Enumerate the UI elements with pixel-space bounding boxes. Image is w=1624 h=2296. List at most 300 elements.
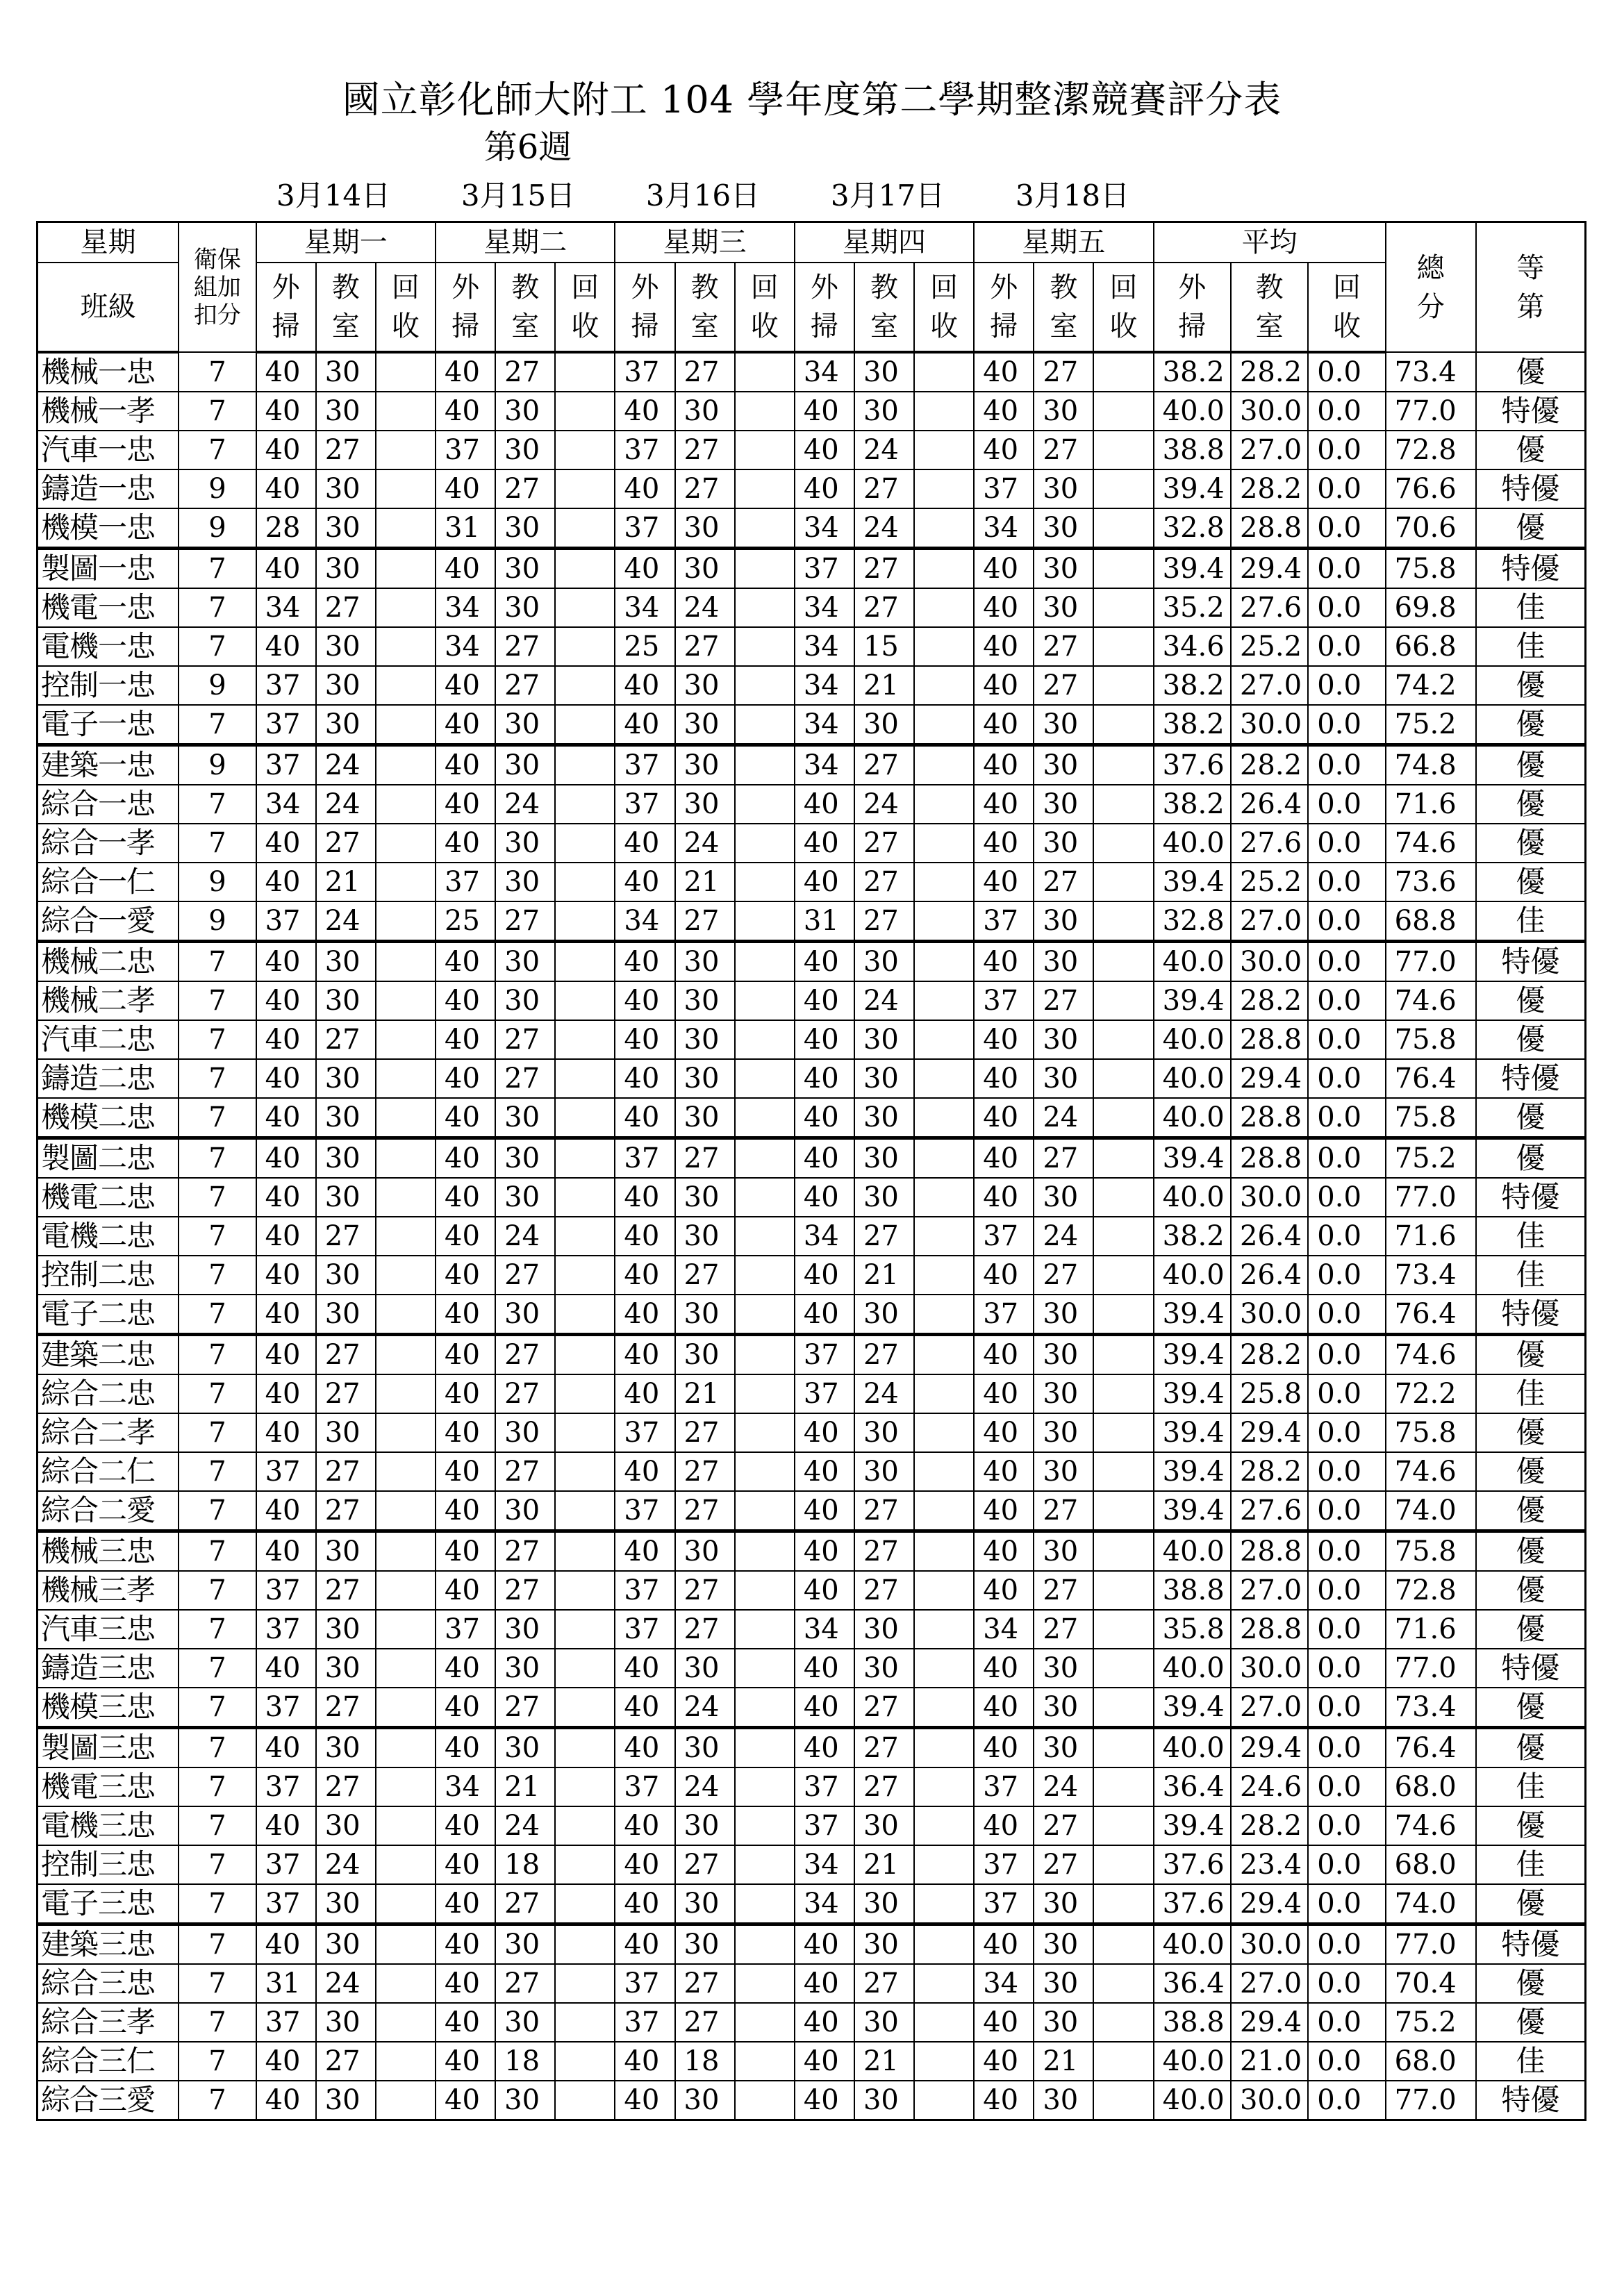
avg-classroom: 23.4 xyxy=(1231,1845,1308,1884)
recycle-score xyxy=(555,1374,615,1413)
avg-recycle: 0.0 xyxy=(1308,1452,1385,1491)
outdoor-score: 40 xyxy=(436,1413,495,1452)
outdoor-score: 37 xyxy=(256,1845,316,1884)
outdoor-score: 40 xyxy=(436,1728,495,1768)
avg-recycle: 0.0 xyxy=(1308,1413,1385,1452)
recycle-score xyxy=(914,981,974,1020)
outdoor-score: 40 xyxy=(436,2003,495,2042)
outdoor-score: 40 xyxy=(795,1452,854,1491)
table-row xyxy=(38,1452,1586,1491)
recycle-score xyxy=(914,1178,974,1217)
grade: 優 xyxy=(1476,1688,1586,1728)
outdoor-score: 40 xyxy=(974,1491,1034,1531)
avg-classroom: 26.4 xyxy=(1231,1256,1308,1295)
deduct-score: 7 xyxy=(179,1688,256,1728)
outdoor-score: 40 xyxy=(795,1531,854,1572)
header-text: 分 xyxy=(1416,290,1445,323)
classroom-score: 27 xyxy=(675,1138,735,1179)
classroom-score: 27 xyxy=(675,352,735,392)
recycle-score xyxy=(735,1138,795,1179)
table-row xyxy=(38,1845,1586,1884)
grade: 佳 xyxy=(1476,901,1586,942)
outdoor-score: 40 xyxy=(615,863,674,901)
grade: 特優 xyxy=(1476,1059,1586,1098)
recycle-score xyxy=(735,863,795,901)
recycle-score xyxy=(735,1256,795,1295)
recycle-score xyxy=(1093,1098,1153,1138)
outdoor-score: 34 xyxy=(974,1964,1034,2003)
total-score: 66.8 xyxy=(1386,627,1476,666)
deduct-score: 7 xyxy=(179,981,256,1020)
outdoor-score: 40 xyxy=(615,469,674,508)
classroom-score: 27 xyxy=(316,824,376,863)
recycle-score xyxy=(1093,1924,1153,1965)
outdoor-score: 37 xyxy=(615,1138,674,1179)
recycle-score xyxy=(1093,1295,1153,1335)
outdoor-score: 40 xyxy=(436,1845,495,1884)
classroom-score: 27 xyxy=(1034,431,1093,469)
header-text: 第 xyxy=(1516,290,1545,323)
classroom-score: 27 xyxy=(1034,666,1093,705)
deduct-header xyxy=(179,222,256,353)
recycle-score xyxy=(1093,942,1153,982)
outdoor-score: 40 xyxy=(615,1256,674,1295)
recycle-score xyxy=(376,1138,436,1179)
classroom-score: 27 xyxy=(316,1217,376,1256)
classroom-score: 30 xyxy=(495,1491,555,1531)
total-score: 68.0 xyxy=(1386,2042,1476,2081)
outdoor-score: 40 xyxy=(256,1649,316,1688)
avg-outdoor: 40.0 xyxy=(1154,824,1231,863)
classroom-header xyxy=(854,263,914,352)
avg-recycle: 0.0 xyxy=(1308,627,1385,666)
classroom-score: 30 xyxy=(1034,2081,1093,2120)
classroom-score: 30 xyxy=(675,1020,735,1059)
deduct-score: 7 xyxy=(179,1649,256,1688)
grade-header xyxy=(1476,222,1586,353)
outdoor-score: 40 xyxy=(795,1728,854,1768)
header-text: 教 xyxy=(1050,272,1078,303)
table-row xyxy=(38,981,1586,1020)
classroom-score: 30 xyxy=(316,942,376,982)
recycle-score xyxy=(735,1335,795,1375)
classroom-score: 27 xyxy=(316,588,376,627)
deduct-score: 7 xyxy=(179,1806,256,1845)
classroom-score: 30 xyxy=(495,549,555,589)
table-row xyxy=(38,1531,1586,1572)
classroom-score: 30 xyxy=(1034,824,1093,863)
table-row xyxy=(38,863,1586,901)
classroom-score: 30 xyxy=(316,1806,376,1845)
outdoor-score: 40 xyxy=(974,1924,1034,1965)
recycle-score xyxy=(914,1610,974,1649)
header-text: 收 xyxy=(750,310,779,342)
outdoor-score: 40 xyxy=(974,863,1034,901)
avg-classroom: 25.8 xyxy=(1231,1374,1308,1413)
avg-outdoor: 39.4 xyxy=(1154,863,1231,901)
outdoor-score: 40 xyxy=(974,1452,1034,1491)
recycle-score xyxy=(1093,1964,1153,2003)
recycle-score xyxy=(1093,1138,1153,1179)
classroom-score: 30 xyxy=(854,1924,914,1965)
outdoor-score: 40 xyxy=(615,824,674,863)
classroom-score: 30 xyxy=(854,352,914,392)
recycle-score xyxy=(376,705,436,745)
recycle-score xyxy=(914,1020,974,1059)
classroom-score: 30 xyxy=(854,1059,914,1098)
outdoor-score: 40 xyxy=(974,1688,1034,1728)
outdoor-score: 40 xyxy=(974,1098,1034,1138)
class-name: 機電二忠 xyxy=(38,1178,179,1217)
recycle-score xyxy=(376,549,436,589)
total-score: 71.6 xyxy=(1386,785,1476,824)
avg-outdoor: 38.8 xyxy=(1154,2003,1231,2042)
class-name: 控制三忠 xyxy=(38,1845,179,1884)
total-score: 69.8 xyxy=(1386,588,1476,627)
table-row xyxy=(38,352,1586,392)
outdoor-score: 40 xyxy=(615,2081,674,2120)
classroom-score: 30 xyxy=(675,666,735,705)
avg-recycle: 0.0 xyxy=(1308,824,1385,863)
outdoor-score: 40 xyxy=(436,469,495,508)
recycle-score xyxy=(555,1531,615,1572)
classroom-score: 30 xyxy=(316,1924,376,1965)
recycle-score xyxy=(735,1020,795,1059)
total-score: 68.0 xyxy=(1386,1767,1476,1806)
deduct-score: 7 xyxy=(179,1374,256,1413)
recycle-score xyxy=(555,1806,615,1845)
outdoor-score: 40 xyxy=(615,1452,674,1491)
day-header: 星期二 xyxy=(436,222,615,263)
classroom-score: 30 xyxy=(495,824,555,863)
avg-classroom: 27.6 xyxy=(1231,588,1308,627)
avg-outdoor: 40.0 xyxy=(1154,1059,1231,1098)
total-score: 75.8 xyxy=(1386,1098,1476,1138)
outdoor-score: 40 xyxy=(974,785,1034,824)
classroom-score: 30 xyxy=(675,745,735,785)
recycle-score xyxy=(914,901,974,942)
avg-recycle: 0.0 xyxy=(1308,1531,1385,1572)
outdoor-score: 40 xyxy=(795,1020,854,1059)
classroom-score: 24 xyxy=(316,745,376,785)
day-header: 星期五 xyxy=(974,222,1153,263)
grade: 優 xyxy=(1476,824,1586,863)
table-header xyxy=(38,222,1586,353)
grade: 優 xyxy=(1476,1964,1586,2003)
recycle-score xyxy=(555,588,615,627)
avg-recycle: 0.0 xyxy=(1308,2042,1385,2081)
outdoor-score: 40 xyxy=(436,549,495,589)
recycle-score xyxy=(555,1059,615,1098)
outdoor-score: 40 xyxy=(436,1178,495,1217)
avg-recycle: 0.0 xyxy=(1308,588,1385,627)
recycle-score xyxy=(376,431,436,469)
outdoor-score: 40 xyxy=(436,1295,495,1335)
deduct-score: 7 xyxy=(179,1610,256,1649)
classroom-score: 30 xyxy=(1034,1531,1093,1572)
outdoor-score: 40 xyxy=(436,1138,495,1179)
total-score: 72.2 xyxy=(1386,1374,1476,1413)
class-name: 控制二忠 xyxy=(38,1256,179,1295)
outdoor-score: 40 xyxy=(795,1413,854,1452)
class-name: 綜合二愛 xyxy=(38,1491,179,1531)
classroom-score: 24 xyxy=(495,1806,555,1845)
total-score: 75.8 xyxy=(1386,1020,1476,1059)
recycle-score xyxy=(376,392,436,431)
avg-outdoor: 38.2 xyxy=(1154,1217,1231,1256)
class-name: 機模二忠 xyxy=(38,1098,179,1138)
header-text: 教 xyxy=(870,272,898,303)
recycle-score xyxy=(735,1806,795,1845)
classroom-score: 24 xyxy=(316,785,376,824)
recycle-score xyxy=(914,2042,974,2081)
deduct-score: 7 xyxy=(179,1098,256,1138)
class-name: 電機一忠 xyxy=(38,627,179,666)
outdoor-score: 40 xyxy=(795,1924,854,1965)
outdoor-score: 40 xyxy=(256,431,316,469)
recycle-score xyxy=(555,2081,615,2120)
grade: 優 xyxy=(1476,1610,1586,1649)
outdoor-score: 40 xyxy=(256,1138,316,1179)
outdoor-score: 40 xyxy=(795,981,854,1020)
avg-classroom: 28.2 xyxy=(1231,469,1308,508)
recycle-score xyxy=(1093,1767,1153,1806)
classroom-score: 30 xyxy=(1034,1295,1093,1335)
recycle-score xyxy=(914,942,974,982)
outdoor-score: 34 xyxy=(795,705,854,745)
classroom-score: 30 xyxy=(316,666,376,705)
grade: 特優 xyxy=(1476,1295,1586,1335)
outdoor-score: 40 xyxy=(615,1728,674,1768)
total-header xyxy=(1386,222,1476,353)
classroom-score: 21 xyxy=(675,1374,735,1413)
outdoor-score: 40 xyxy=(256,1531,316,1572)
deduct-score: 9 xyxy=(179,469,256,508)
deduct-score: 7 xyxy=(179,1571,256,1610)
outdoor-score: 37 xyxy=(256,1688,316,1728)
outdoor-score: 40 xyxy=(974,1649,1034,1688)
recycle-header xyxy=(1093,263,1153,352)
classroom-score: 30 xyxy=(854,1649,914,1688)
outdoor-score: 40 xyxy=(974,2042,1034,2081)
avg-classroom: 28.8 xyxy=(1231,1138,1308,1179)
grade: 佳 xyxy=(1476,2042,1586,2081)
avg-outdoor: 40.0 xyxy=(1154,392,1231,431)
recycle-score xyxy=(914,1217,974,1256)
table-row xyxy=(38,392,1586,431)
outdoor-score: 40 xyxy=(256,1217,316,1256)
total-score: 77.0 xyxy=(1386,1649,1476,1688)
recycle-score xyxy=(376,1924,436,1965)
outdoor-score: 40 xyxy=(256,2081,316,2120)
avg-classroom: 27.0 xyxy=(1231,1964,1308,2003)
outdoor-score: 37 xyxy=(615,508,674,549)
recycle-score xyxy=(1093,901,1153,942)
avg-recycle: 0.0 xyxy=(1308,1374,1385,1413)
recycle-score xyxy=(1093,1491,1153,1531)
avg-outdoor: 39.4 xyxy=(1154,1374,1231,1413)
classroom-score: 30 xyxy=(1034,1374,1093,1413)
header-text: 室 xyxy=(331,310,360,342)
class-name: 建築一忠 xyxy=(38,745,179,785)
classroom-score: 27 xyxy=(495,901,555,942)
avg-recycle: 0.0 xyxy=(1308,352,1385,392)
outdoor-score: 40 xyxy=(436,1491,495,1531)
recycle-score xyxy=(735,1295,795,1335)
avg-outdoor: 39.4 xyxy=(1154,1452,1231,1491)
recycle-score xyxy=(914,705,974,745)
classroom-score: 27 xyxy=(495,1374,555,1413)
avg-recycle: 0.0 xyxy=(1308,1688,1385,1728)
recycle-score xyxy=(555,1452,615,1491)
grade: 特優 xyxy=(1476,942,1586,982)
avg-classroom: 27.6 xyxy=(1231,1491,1308,1531)
avg-classroom: 30.0 xyxy=(1231,942,1308,982)
header-text: 回 xyxy=(391,272,420,303)
avg-recycle: 0.0 xyxy=(1308,1610,1385,1649)
grade: 優 xyxy=(1476,508,1586,549)
classroom-score: 30 xyxy=(316,549,376,589)
total-score: 77.0 xyxy=(1386,1924,1476,1965)
classroom-score: 24 xyxy=(854,508,914,549)
class-name: 機電三忠 xyxy=(38,1767,179,1806)
avg-recycle: 0.0 xyxy=(1308,1649,1385,1688)
outdoor-score: 37 xyxy=(795,549,854,589)
classroom-score: 27 xyxy=(316,1020,376,1059)
classroom-score: 27 xyxy=(495,1884,555,1924)
grade: 佳 xyxy=(1476,1256,1586,1295)
avg-classroom: 28.8 xyxy=(1231,1020,1308,1059)
classroom-score: 27 xyxy=(675,469,735,508)
total-score: 68.8 xyxy=(1386,901,1476,942)
recycle-score xyxy=(1093,2003,1153,2042)
classroom-score: 27 xyxy=(316,1571,376,1610)
deduct-score: 7 xyxy=(179,1295,256,1335)
outdoor-score: 40 xyxy=(436,392,495,431)
recycle-score xyxy=(914,785,974,824)
outdoor-score: 40 xyxy=(615,1020,674,1059)
avg-classroom: 28.8 xyxy=(1231,508,1308,549)
classroom-score: 30 xyxy=(1034,1020,1093,1059)
total-score: 77.0 xyxy=(1386,1178,1476,1217)
table-row xyxy=(38,508,1586,549)
score-table xyxy=(36,221,1586,2121)
avg-recycle: 0.0 xyxy=(1308,2003,1385,2042)
recycle-score xyxy=(555,1217,615,1256)
recycle-score xyxy=(1093,588,1153,627)
document-title: 國立彰化師大附工 104 學年度第二學期整潔競賽評分表 xyxy=(342,78,1282,122)
recycle-score xyxy=(735,785,795,824)
classroom-score: 30 xyxy=(316,508,376,549)
outdoor-score: 37 xyxy=(436,431,495,469)
outdoor-score: 37 xyxy=(256,1452,316,1491)
outdoor-score: 40 xyxy=(795,2003,854,2042)
outdoor-score: 40 xyxy=(256,824,316,863)
outdoor-score: 40 xyxy=(795,1295,854,1335)
recycle-score xyxy=(735,981,795,1020)
avg-classroom: 27.6 xyxy=(1231,824,1308,863)
outdoor-score: 25 xyxy=(436,901,495,942)
recycle-score xyxy=(376,745,436,785)
classroom-score: 30 xyxy=(1034,392,1093,431)
recycle-score xyxy=(1093,824,1153,863)
recycle-score xyxy=(735,1767,795,1806)
classroom-score: 27 xyxy=(1034,1491,1093,1531)
outdoor-score: 37 xyxy=(256,901,316,942)
outdoor-score: 37 xyxy=(974,1295,1034,1335)
recycle-score xyxy=(735,549,795,589)
table-row xyxy=(38,1924,1586,1965)
classroom-score: 30 xyxy=(1034,1413,1093,1452)
class-name: 機械一孝 xyxy=(38,392,179,431)
outdoor-score: 34 xyxy=(795,1884,854,1924)
recycle-score xyxy=(735,1649,795,1688)
avg-recycle: 0.0 xyxy=(1308,1806,1385,1845)
header-text: 回 xyxy=(750,272,779,303)
recycle-score xyxy=(914,1728,974,1768)
average-header: 平均 xyxy=(1154,222,1386,263)
outdoor-score: 40 xyxy=(615,1806,674,1845)
avg-outdoor: 39.4 xyxy=(1154,1335,1231,1375)
recycle-score xyxy=(1093,1059,1153,1098)
outdoor-score: 40 xyxy=(436,1649,495,1688)
outdoor-score: 40 xyxy=(974,549,1034,589)
recycle-score xyxy=(735,1688,795,1728)
header-text: 掃 xyxy=(1178,310,1207,342)
recycle-score xyxy=(376,1728,436,1768)
table-row xyxy=(38,1335,1586,1375)
recycle-score xyxy=(555,745,615,785)
outdoor-score: 31 xyxy=(256,1964,316,2003)
grade: 優 xyxy=(1476,1413,1586,1452)
avg-classroom: 28.2 xyxy=(1231,1452,1308,1491)
outdoor-score: 37 xyxy=(256,1767,316,1806)
avg-classroom: 29.4 xyxy=(1231,1059,1308,1098)
classroom-score: 27 xyxy=(316,431,376,469)
avg-outdoor: 35.2 xyxy=(1154,588,1231,627)
recycle-score xyxy=(376,1374,436,1413)
outdoor-score: 37 xyxy=(795,1374,854,1413)
recycle-score xyxy=(1093,863,1153,901)
classroom-score: 30 xyxy=(316,1728,376,1768)
avg-outdoor: 40.0 xyxy=(1154,1098,1231,1138)
total-score: 77.0 xyxy=(1386,942,1476,982)
classroom-score: 30 xyxy=(1034,508,1093,549)
class-name: 綜合一忠 xyxy=(38,785,179,824)
outdoor-score: 40 xyxy=(974,352,1034,392)
class-name: 電子一忠 xyxy=(38,705,179,745)
outdoor-score: 34 xyxy=(436,588,495,627)
outdoor-score: 40 xyxy=(795,863,854,901)
class-name: 汽車一忠 xyxy=(38,431,179,469)
classroom-score: 27 xyxy=(675,1491,735,1531)
class-name: 綜合二忠 xyxy=(38,1374,179,1413)
recycle-score xyxy=(914,2081,974,2120)
deduct-score: 7 xyxy=(179,705,256,745)
outdoor-score: 40 xyxy=(974,1728,1034,1768)
classroom-score: 27 xyxy=(1034,352,1093,392)
classroom-score: 27 xyxy=(854,588,914,627)
table-row xyxy=(38,1217,1586,1256)
deduct-score: 9 xyxy=(179,745,256,785)
outdoor-score: 40 xyxy=(436,352,495,392)
outdoor-score: 40 xyxy=(974,666,1034,705)
outdoor-score: 40 xyxy=(256,1491,316,1531)
table-row xyxy=(38,2042,1586,2081)
avg-outdoor: 37.6 xyxy=(1154,1884,1231,1924)
classroom-score: 30 xyxy=(495,431,555,469)
outdoor-score: 40 xyxy=(615,2042,674,2081)
